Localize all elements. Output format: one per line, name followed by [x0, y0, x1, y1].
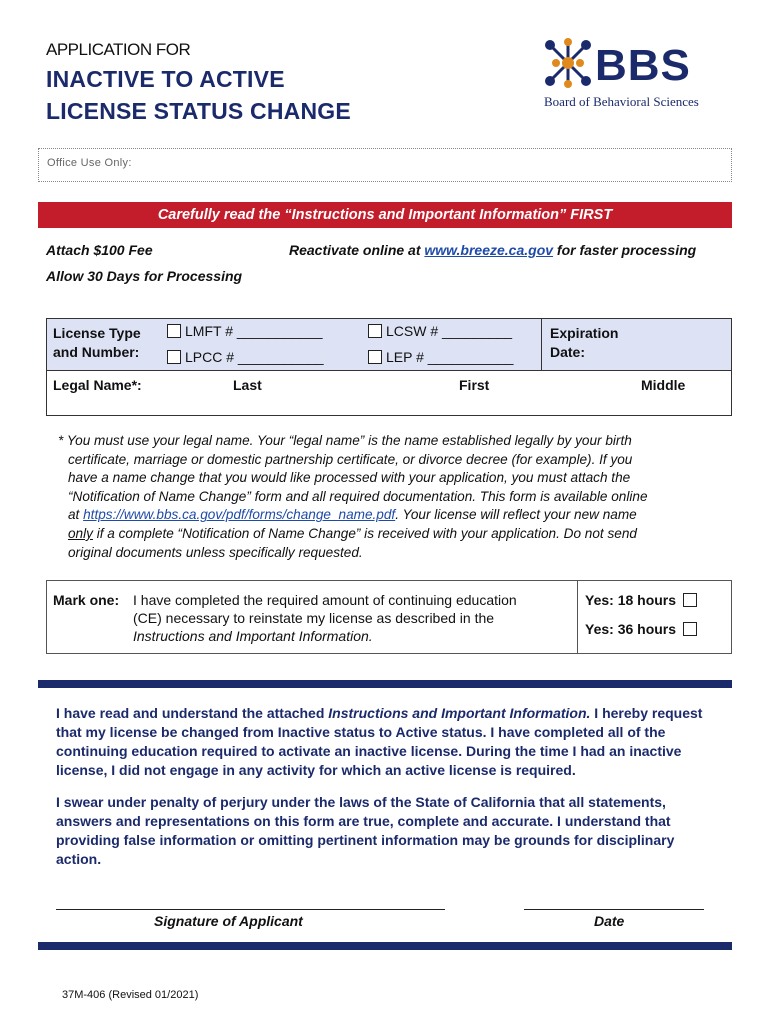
- form-number: 37M-406 (Revised 01/2021): [62, 989, 199, 1001]
- declaration-paragraph-1: I have read and understand the attached Instructions and Important Information. I hereby request that my license be changed from Inactive status to Active status. I have completed all of the continuing education required to activate an inactive license. During the time I had an inactive license, I did not engage in any activity for which an active license is required.: [56, 705, 703, 778]
- yes-36-checkbox[interactable]: [683, 622, 697, 636]
- license-type-label: License Type and Number:: [53, 325, 141, 360]
- license-divider: [541, 319, 542, 371]
- applicant-signature-line[interactable]: [56, 909, 445, 910]
- middle-name-label: Middle: [641, 377, 686, 393]
- ce-mark-one-box: [46, 580, 732, 654]
- lpcc-option[interactable]: LPCC # ___________: [167, 349, 324, 365]
- legal-name-label: Legal Name*:: [53, 377, 142, 393]
- yes-18-hours-option[interactable]: Yes: 18 hours: [585, 591, 701, 609]
- license-type-row: [47, 319, 731, 371]
- expiration-date-field[interactable]: Expiration Date:: [550, 325, 619, 360]
- office-use-label: Office Use Only:: [47, 157, 132, 169]
- date-label: Date: [594, 913, 625, 929]
- perjury-statement: I swear under penalty of perjury under the laws of the State of California that all statements, answers and representations on this form are true, complete and accurate. I understand that providing false information or omitting pertinent information may be grounds for disciplinary action.: [56, 794, 675, 867]
- application-for-label: APPLICATION FOR: [46, 40, 191, 59]
- top-blue-bar: [38, 680, 732, 688]
- lep-checkbox[interactable]: [368, 350, 382, 364]
- bbs-logo-text: BBS: [595, 41, 691, 90]
- bottom-blue-bar: [38, 942, 732, 950]
- bbs-logo-icon: [542, 36, 594, 90]
- yes-18-checkbox[interactable]: [683, 593, 697, 607]
- legal-name-input[interactable]: [227, 395, 727, 413]
- mark-one-label: Mark one:: [53, 592, 120, 608]
- last-name-label: Last: [233, 377, 262, 393]
- instructions-banner: Carefully read the “Instructions and Important Information” FIRST: [38, 202, 732, 228]
- change-name-form-link[interactable]: https://www.bbs.ca.gov/pdf/forms/change_name.pdf: [83, 507, 396, 523]
- form-title-line-2: LICENSE STATUS CHANGE: [46, 98, 351, 124]
- signature-label: Signature of Applicant: [154, 913, 303, 929]
- office-use-box: [38, 148, 732, 182]
- processing-time-text: Allow 30 Days for Processing: [46, 268, 243, 284]
- mark-divider: [577, 581, 578, 653]
- ce-statement: I have completed the required amount of continuing education (CE) necessary to reinstate my license as described in the Instructions and Important Information.: [133, 592, 517, 644]
- lmft-option[interactable]: LMFT # ___________: [167, 323, 323, 339]
- breeze-link[interactable]: www.breeze.ca.gov: [424, 242, 554, 258]
- fee-text: Attach $100 Fee: [46, 242, 153, 258]
- first-name-label: First: [459, 377, 490, 393]
- bbs-logo-subtitle: Board of Behavioral Sciences: [544, 94, 699, 109]
- lpcc-checkbox[interactable]: [167, 350, 181, 364]
- lcsw-checkbox[interactable]: [368, 324, 382, 338]
- license-table: [46, 318, 732, 416]
- legal-name-note: * You must use your legal name. Your “legal name” is the name established legally by your birth certificate, marriage or domestic partnership certificate, or divorce decree (for example). If you have a name change that you would like processed with your application, you must attach the “Notification of Name Change” form and all required documentation. This form is available online at https://www.bbs.ca.gov/pdf/forms/change_name.pdf. Your license will reflect your new name only if a complete “Notification of Name Change” is received with your application. Do not send original documents unless specifically requested.: [58, 433, 648, 560]
- reactivate-online-text: Reactivate online at www.breeze.ca.gov for faster processing: [289, 242, 697, 258]
- yes-36-hours-option[interactable]: Yes: 36 hours: [585, 620, 701, 638]
- form-title-line-1: INACTIVE TO ACTIVE: [46, 66, 285, 92]
- lep-option[interactable]: LEP # ___________: [368, 349, 513, 365]
- date-line[interactable]: [524, 909, 704, 910]
- lcsw-option[interactable]: LCSW # _________: [368, 323, 512, 339]
- lmft-checkbox[interactable]: [167, 324, 181, 338]
